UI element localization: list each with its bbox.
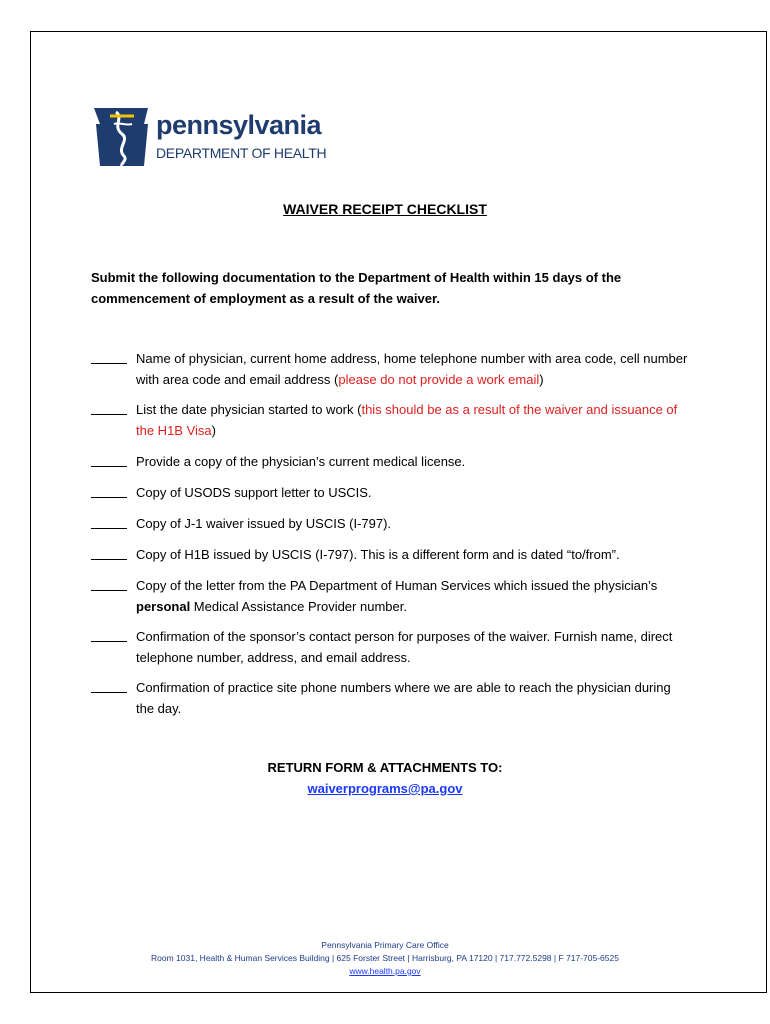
logo-wordmark: pennsylvania	[156, 110, 322, 140]
logo-subtitle: DEPARTMENT OF HEALTH	[156, 145, 327, 161]
return-label: RETURN FORM & ATTACHMENTS TO:	[267, 760, 503, 775]
checklist-item-text: Confirmation of practice site phone numbers where we are able to reach the physician during the day.	[136, 680, 671, 716]
checklist-item-text: Provide a copy of the physician’s current medical license.	[136, 454, 466, 469]
page-title: WAIVER RECEIPT CHECKLIST	[283, 201, 487, 217]
checklist-item-text: Copy of J-1 waiver issued by USCIS (I-797).	[136, 516, 392, 531]
footer-address: Room 1031, Health & Human Services Building | 625 Forster Street | Harrisburg, PA 17120 | 717.772.5298 | F 717-705-6525	[151, 953, 619, 963]
return-email-link[interactable]: waiverprograms@pa.gov	[307, 781, 463, 796]
checklist-item-text: Copy of the letter from the PA Department of Human Services which issued the physician’s personal Medical Assistance Provider number.	[136, 578, 658, 614]
footer-office: Pennsylvania Primary Care Office	[321, 940, 449, 950]
checklist-item-text: Confirmation of the sponsor’s contact person for purposes of the waiver. Furnish name, direct telephone number, address, and email address.	[136, 629, 673, 665]
checklist-item-text: Copy of USODS support letter to USCIS.	[136, 485, 372, 500]
highlight-note: this should be as a result of the waiver and issuance of the H1B Visa	[136, 402, 678, 438]
checklist-item-text: List the date physician started to work (this should be as a result of the waiver and issuance of the H1B Visa)	[136, 402, 678, 438]
intro-paragraph: Submit the following documentation to the Department of Health within 15 days of the commencement of employment as a result of the waiver.	[91, 270, 622, 306]
emphasis-text: personal	[136, 599, 191, 614]
footer-website-link[interactable]: www.health.pa.gov	[349, 966, 421, 976]
checklist-item-text: Name of physician, current home address, home telephone number with area code, cell number with area code and email address (please do not provide a work email)	[136, 351, 688, 387]
highlight-note: please do not provide a work email	[338, 372, 540, 387]
checklist-item-text: Copy of H1B issued by USCIS (I-797). This is a different form and is dated “to/from”.	[136, 547, 620, 562]
page-border	[30, 31, 767, 993]
